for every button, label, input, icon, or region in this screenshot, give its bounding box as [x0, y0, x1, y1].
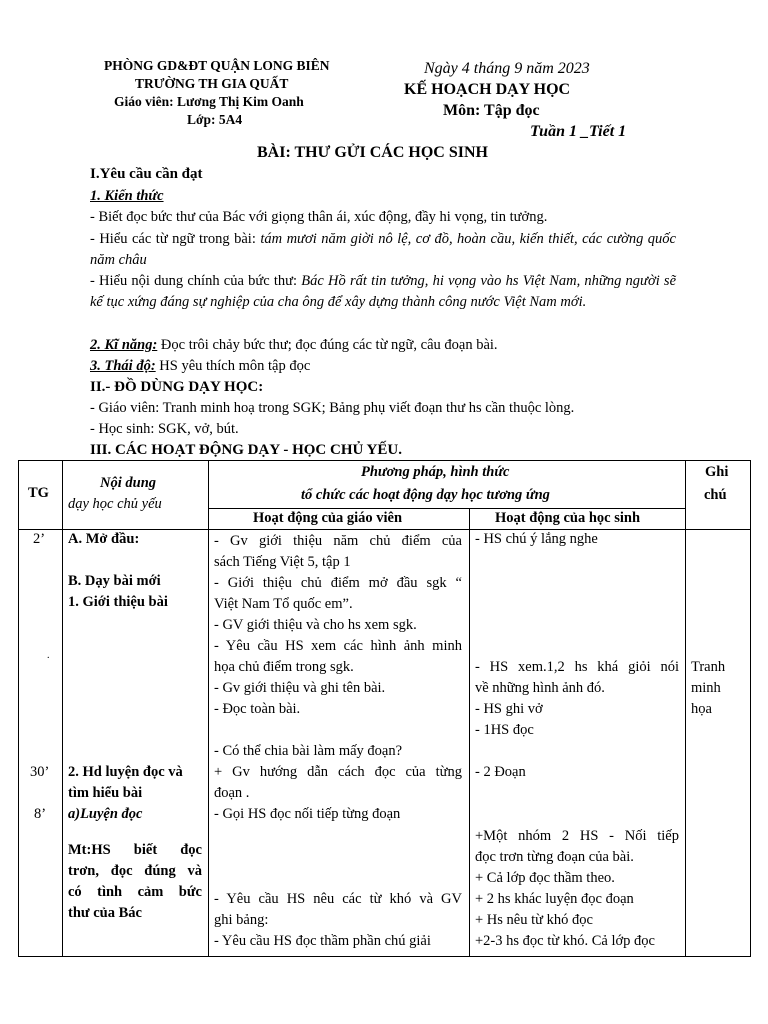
teacher-activity: - GV giới thiệu và cho hs xem sgk.: [214, 617, 417, 633]
knowledge-item-3: - Hiểu nội dung chính của bức thư: Bác Hồ rất tin tưởng, hi vọng vào hs Việt Nam, những người sẽ kế tục xứng đáng sự nghiệp của cha ông để xây dựng thành công nước Việt Nam mới.: [90, 273, 677, 310]
knowledge-heading: 1. Kiến thức: [90, 188, 164, 204]
teacher-activity: - Gv giới thiệu và ghi tên bài.: [214, 680, 386, 696]
teacher-activity: ghi bảng:: [214, 912, 269, 928]
teacher-activity: - Gọi HS đọc nối tiếp từng đoạn: [214, 806, 401, 822]
student-activity: - HS xem.1,2 hs khá giỏi nói: [475, 659, 679, 675]
content-reading-practice: a)Luyện đọc: [68, 806, 143, 822]
teacher-activity: đoạn .: [214, 785, 250, 801]
attitude-line: 3. Thái độ: HS yêu thích môn tập đọc: [90, 358, 311, 374]
materials-student: - Học sinh: SGK, vở, bút.: [90, 421, 239, 437]
content-new-lesson: B. Dạy bài mới: [68, 573, 161, 589]
teacher-activity: Việt Nam Tổ quốc em”.: [214, 596, 353, 612]
student-activities-block2: [475, 826, 679, 952]
plan-title: KẾ HOẠCH DẠY HỌC: [404, 81, 571, 98]
student-activity: đọc trơn từng đoạn của bài.: [475, 849, 634, 865]
subject: Môn: Tập đọc: [443, 102, 540, 119]
teacher-activity: - Giới thiệu chủ điểm mở đầu sgk “: [214, 575, 462, 591]
teacher-activity: - Có thể chia bài làm mấy đoạn?: [214, 743, 403, 759]
time-30min: 30’: [30, 764, 50, 780]
time-2min: 2’: [33, 531, 46, 547]
content-intro: A. Mở đầu:: [68, 531, 140, 547]
note-illustration: Tranh minh họa: [691, 659, 726, 717]
content-lesson-intro: 1. Giới thiệu bài: [68, 594, 168, 610]
header-note-line1: Ghi: [705, 464, 729, 480]
week-period: Tuần 1 _Tiết 1: [530, 123, 627, 140]
student-activity: +2-3 hs đọc từ khó. Cả lớp đọc: [475, 933, 655, 949]
teacher-activity: - Yêu cầu HS đọc thầm phần chú giải: [214, 933, 431, 949]
lesson-date: Ngày 4 tháng 9 năm 2023: [424, 60, 590, 77]
skill-line: 2. Kĩ năng: Đọc trôi chảy bức thư; đọc đúng các từ ngữ, câu đoạn bài.: [90, 337, 498, 353]
header-student-activity: Hoạt động của học sinh: [495, 510, 641, 526]
student-activity: + Cả lớp đọc thầm theo.: [475, 870, 615, 886]
section1-heading: I.Yêu cầu cần đạt: [90, 166, 203, 182]
student-activity: + 2 hs khác luyện đọc đoạn: [475, 891, 634, 907]
time-dot: .: [47, 650, 50, 661]
student-activity: +Một nhóm 2 HS - Nối tiếp: [475, 828, 679, 844]
knowledge-item-1: - Biết đọc bức thư của Bác với giọng thân ái, xúc động, đầy hi vọng, tin tưởng.: [90, 209, 548, 225]
header-note-line2: chú: [704, 487, 727, 503]
header-time: TG: [28, 485, 49, 501]
teacher-activity: - Đọc toàn bài.: [214, 701, 301, 717]
teacher-activities-block2: [214, 741, 462, 825]
time-8min: 8’: [34, 806, 47, 822]
student-activity: - 2 Đoạn: [475, 764, 526, 780]
teacher-activity: - Yêu cầu HS nêu các từ khó và GV: [214, 891, 462, 907]
header-teacher-activity: Hoạt động của giáo viên: [253, 510, 403, 526]
knowledge-item-2: - Hiểu các từ ngữ trong bài: tám mươi năm giời nô lệ, cơ đồ, hoàn cầu, kiến thiết, các cường quốc năm châu: [90, 231, 676, 268]
student-activity: + Hs nêu từ khó đọc: [475, 912, 593, 928]
section3-heading: III. CÁC HOẠT ĐỘNG DẠY - HỌC CHỦ YẾU.: [90, 442, 402, 458]
teacher-activity: + Gv hướng dẫn cách đọc của từng: [214, 764, 462, 780]
header-method-line2: tổ chức các hoạt động dạy học tương ứng: [301, 487, 550, 503]
content-objective: Mt:HS biết đọc trơn, đọc đúng và có tình cảm bức thư của Bác: [68, 842, 202, 921]
student-activities-block1: [475, 657, 679, 741]
header-content-line1: Nội dung: [100, 475, 157, 491]
office-name: PHÒNG GD&ĐT QUẬN LONG BIÊN: [104, 58, 330, 73]
teacher-activity: - Gv giới thiệu năm chủ điểm của: [214, 533, 462, 549]
student-activity: - HS chú ý lắng nghe: [475, 531, 598, 547]
student-activity: về những hình ảnh đó.: [475, 680, 605, 696]
materials-teacher: - Giáo viên: Tranh minh hoạ trong SGK; Bảng phụ viết đoạn thư hs cần thuộc lòng.: [90, 400, 575, 416]
header-content-line2: dạy học chủ yếu: [68, 496, 162, 512]
teacher-activities-block1: [214, 531, 462, 720]
lesson-title: BÀI: THƯ GỬI CÁC HỌC SINH: [257, 144, 488, 161]
student-activity: - HS ghi vở: [475, 701, 543, 717]
class-name: Lớp: 5A4: [187, 112, 243, 127]
teacher-activities-block3: [214, 889, 462, 952]
teacher-activity: họa chủ điểm trong sgk.: [214, 659, 354, 675]
teacher-name: Giáo viên: Lương Thị Kim Oanh: [114, 94, 304, 109]
student-activity: - 1HS đọc: [475, 722, 534, 738]
content-reading-guide-2: tìm hiểu bài: [68, 785, 143, 801]
section2-heading: II.- ĐỒ DÙNG DẠY HỌC:: [90, 379, 264, 395]
content-reading-guide-1: 2. Hd luyện đọc và: [68, 764, 183, 780]
teacher-activity: - Yêu cầu HS xem các hình ảnh minh: [214, 638, 462, 654]
teacher-activity: sách Tiếng Việt 5, tập 1: [214, 554, 351, 570]
school-name: TRƯỜNG TH GIA QUẤT: [135, 76, 289, 91]
header-method-line1: Phương pháp, hình thức: [361, 464, 510, 480]
